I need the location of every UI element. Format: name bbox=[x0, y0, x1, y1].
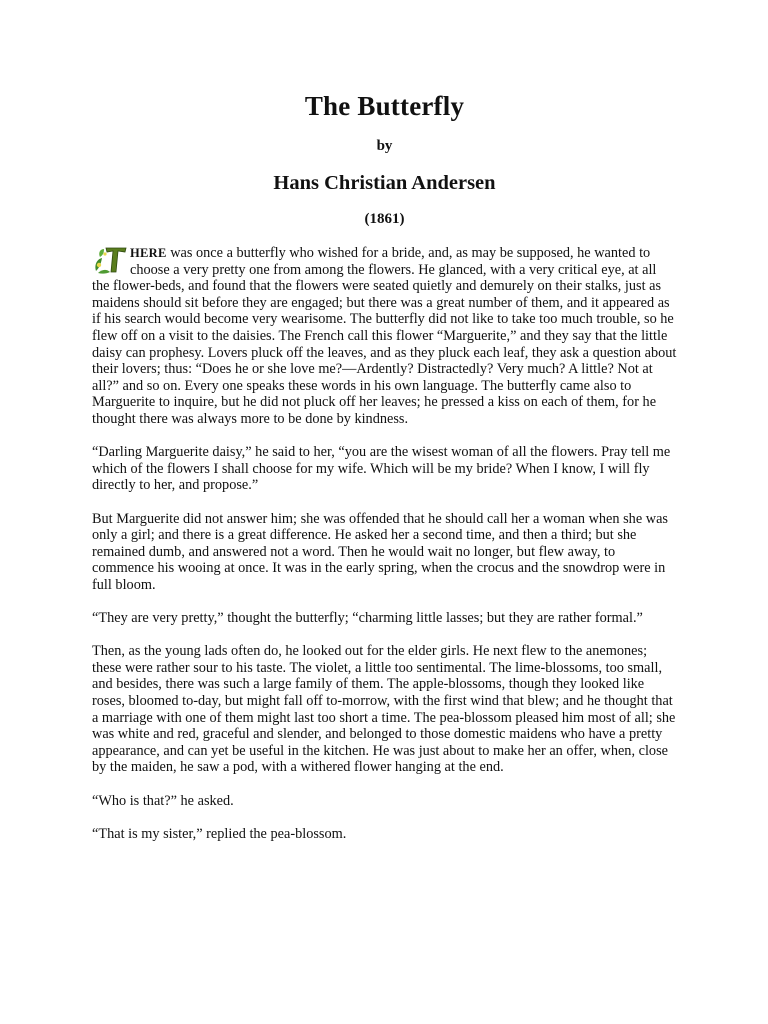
story-title: The Butterfly bbox=[304, 91, 465, 121]
paragraph-3: But Marguerite did not answer him; she was offended that he should call her a woman when she was only a girl; and there is a great difference. He asked her a second time, and then a third; but she remained dumb, and answered not a word. Then he would wait no longer, but flew away, to commence his wooing at once. It was in the early spring, when the crocus and the snowdrop were in full bloom. bbox=[92, 510, 668, 593]
document-page bbox=[92, 84, 677, 842]
paragraph-6: “Who is that?” he asked. bbox=[92, 792, 234, 809]
paragraph-5: Then, as the young lads often do, he looked out for the elder girls. He next flew to the anemones; these were rather sour to his taste. The violet, a little too sentimental. The lime-blossoms, too small, and besides, there was such a large family of them. The apple-blossoms, though they looked like roses, bloomed to-day, but might fall off to-morrow, with the first wind that blew; and he thought that a marriage with one of them might last too short a time. The pea-blossom pleased him most of all; she was white and red, graceful and slender, and belonged to those domestic maidens who have a pretty appearance, and can yet be useful in the kitchen. He was just about to make her an offer, when, close by the maiden, he saw a pod, with a withered flower hanging at the end. bbox=[92, 643, 676, 776]
author-name: Hans Christian Andersen bbox=[273, 172, 496, 194]
paragraph-4: “They are very pretty,” thought the butterfly; “charming little lasses; but they are rather formal.” bbox=[92, 610, 643, 627]
paragraph-2: “Darling Marguerite daisy,” he said to her, “you are the wisest woman of all the flowers. Pray tell me which of the flowers I shall choose for my wife. Which will be my bride? When I know, I will fly directly to her, and propose.” bbox=[92, 444, 671, 494]
byline: by bbox=[376, 138, 393, 154]
publication-year: (1861) bbox=[364, 211, 405, 227]
paragraph-1-text: was once a butterfly who wished for a bride, and, as may be supposed, he wanted to choose a very pretty one from among the flowers. He glanced, with a very critical eye, at all the flower-beds, and found that the flowers were seated quietly and demurely on their stalks, just as maidens should sit before they are engaged; but there was a great number of them, and it appeared as if his search would become very wearisome. The butterfly did not like to take too much trouble, so he flew off on a visit to the daisies. The French call this flower “Marguerite,” and they say that the little daisy can prophesy. Lovers pluck off the leaves, and as they pluck each leaf, they ask a question about their lovers; thus: “Does he or she love me?—Ardently? Distractedly? Very much? A little? Not at all?” and so on. Every one speaks these words in his own language. The butterfly came also to Marguerite to inquire, but he did not pluck off her leaves; he pressed a kiss on each of them, for he thought there was always more to be done by kindness. bbox=[92, 245, 677, 427]
dropcap-letter: T bbox=[92, 245, 93, 246]
paragraph-7: “That is my sister,” replied the pea-blossom. bbox=[92, 825, 347, 842]
first-word: HERE bbox=[130, 246, 167, 260]
ornamental-letter-t-icon bbox=[92, 245, 128, 275]
paragraph-1 bbox=[92, 245, 677, 428]
